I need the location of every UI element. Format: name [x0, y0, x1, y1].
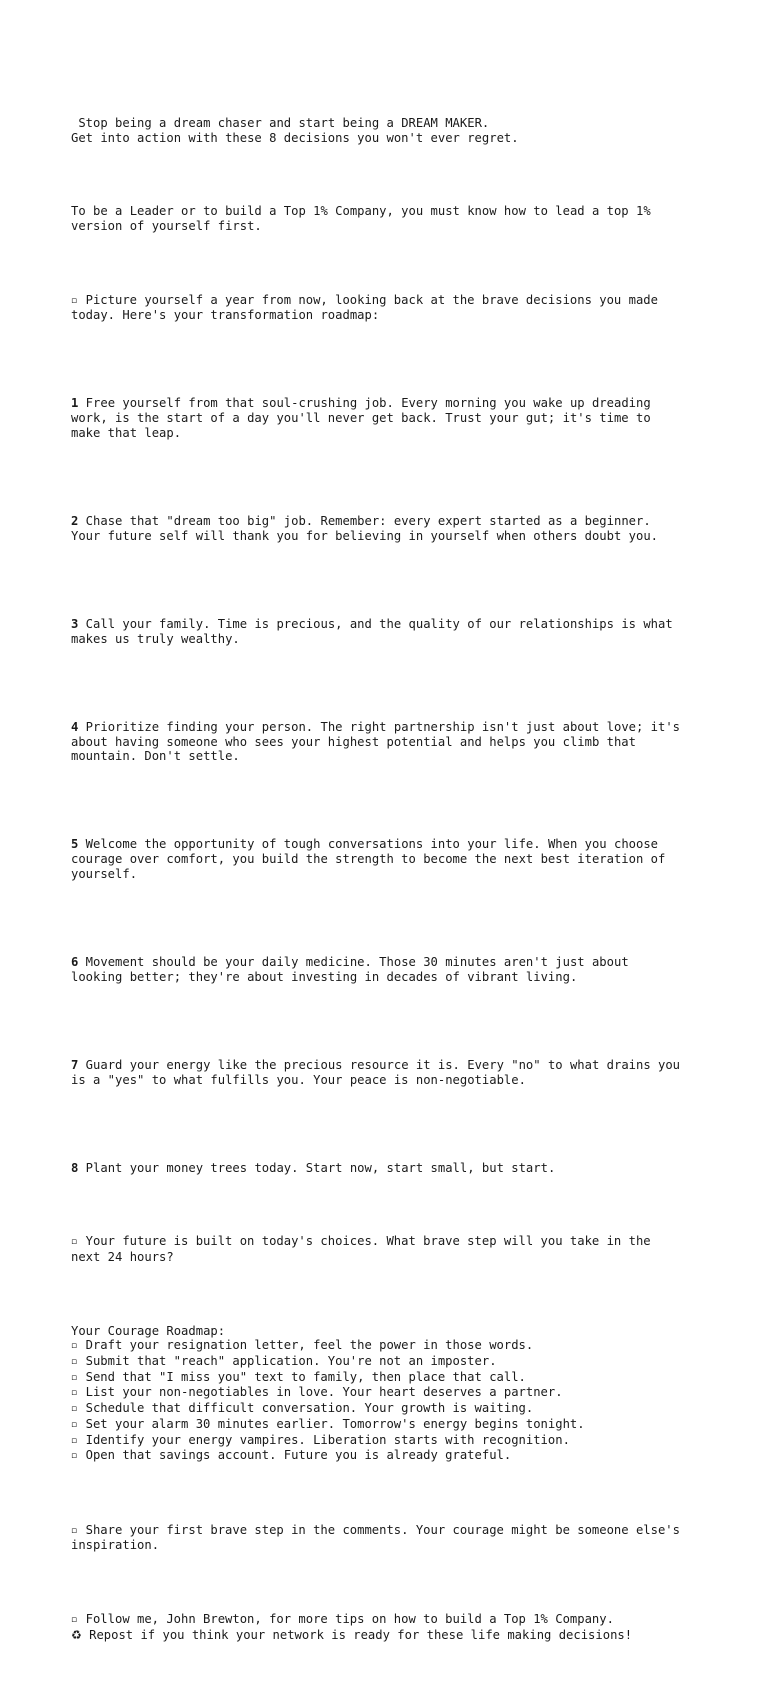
decision-text: courage over comfort, you build the strength to become the next best iteration of — [71, 852, 666, 867]
square-bullet-icon: ▫ — [71, 1614, 78, 1625]
decision-text: Welcome the opportunity of tough conversations into your life. When you choose — [78, 837, 659, 852]
decision-item — [71, 837, 711, 881]
decision-text: Prioritize finding your person. The right partnership isn't just about love; it's — [78, 719, 681, 734]
decision-item — [71, 720, 711, 764]
list-item: ▫ Open that savings account. Future you is already grateful. — [71, 1448, 512, 1463]
leader-paragraph — [71, 204, 711, 233]
follow-line-1: ▫ Follow me, John Brewton, for more tips on how to build a Top 1% Company. — [71, 1611, 614, 1626]
list-item: ▫ Identify your energy vampires. Liberation starts with recognition. — [71, 1432, 570, 1447]
decision-text: is a "yes" to what fulfills you. Your peace is non-negotiable. — [71, 1072, 526, 1087]
square-bullet-icon: ▫ — [71, 295, 78, 306]
follow-paragraph — [71, 1612, 711, 1642]
decision-text: Movement should be your daily medicine. Those 30 minutes aren't just about — [78, 955, 629, 970]
square-bullet-icon: ▫ — [71, 1525, 78, 1536]
courage-roadmap-heading: Your Courage Roadmap: — [71, 1323, 226, 1338]
square-bullet-icon: ▫ — [71, 1341, 78, 1352]
decision-text: Your future self will thank you for believing in yourself when others doubt you. — [71, 528, 658, 543]
document-page — [71, 72, 711, 1686]
list-item: ▫ Schedule that difficult conversation. Your growth is waiting. — [71, 1401, 534, 1416]
list-item: ▫ Send that "I miss you" text to family, then place that call. — [71, 1369, 526, 1384]
decision-text: Free yourself from that soul-crushing job. Every morning you wake up dreading — [78, 396, 651, 411]
intro-line-2: Get into action with these 8 decisions you won't ever regret. — [71, 130, 519, 145]
decision-number: 1 — [71, 396, 79, 411]
roadmap-intro-line-1: ▫ Picture yourself a year from now, looking back at the brave decisions you made — [71, 292, 658, 307]
leader-line-1: To be a Leader or to build a Top 1% Company, you must know how to lead a top 1% — [71, 204, 651, 219]
roadmap-intro-paragraph — [71, 293, 711, 323]
decision-text: Plant your money trees today. Start now, start small, but start. — [78, 1160, 556, 1175]
decision-text: mountain. Don't settle. — [71, 749, 240, 764]
decision-text: yourself. — [71, 866, 138, 881]
list-item: ▫ Draft your resignation letter, feel the power in those words. — [71, 1338, 534, 1353]
decision-number: 8 — [71, 1160, 79, 1175]
decision-number: 6 — [71, 955, 79, 970]
roadmap-intro-line-2: today. Here's your transformation roadmap: — [71, 308, 380, 323]
courage-roadmap-list — [71, 1324, 711, 1464]
decision-text: makes us truly wealthy. — [71, 631, 240, 646]
decision-text: make that leap. — [71, 425, 182, 440]
decision-item — [71, 617, 711, 646]
decision-item — [71, 514, 711, 543]
square-bullet-icon: ▫ — [71, 1435, 78, 1446]
square-bullet-icon: ▫ — [71, 1451, 78, 1462]
intro-line-1: Stop being a dream chaser and start being a DREAM MAKER. — [71, 116, 490, 131]
decision-item — [71, 1161, 711, 1176]
list-item: ▫ Set your alarm 30 minutes earlier. Tomorrow's energy begins tonight. — [71, 1416, 585, 1431]
future-line-2: next 24 hours? — [71, 1250, 174, 1265]
decision-number: 7 — [71, 1057, 79, 1072]
decision-number: 4 — [71, 719, 79, 734]
square-bullet-icon: ▫ — [71, 1388, 78, 1399]
future-paragraph — [71, 1234, 711, 1264]
decision-number: 2 — [71, 514, 79, 529]
share-paragraph — [71, 1523, 711, 1553]
decision-number: 5 — [71, 837, 79, 852]
list-item: ▫ List your non-negotiables in love. Your heart deserves a partner. — [71, 1385, 563, 1400]
square-bullet-icon: ▫ — [71, 1372, 78, 1383]
share-line-2: inspiration. — [71, 1538, 160, 1553]
decision-item — [71, 1058, 711, 1087]
future-line-1: ▫ Your future is built on today's choices. What brave step will you take in the — [71, 1234, 651, 1249]
leader-line-2: version of yourself first. — [71, 219, 262, 234]
square-bullet-icon: ▫ — [71, 1419, 78, 1430]
square-bullet-icon: ▫ — [71, 1237, 78, 1248]
decision-item — [71, 396, 711, 440]
square-bullet-icon: ▫ — [71, 1404, 78, 1415]
follow-line-2: ♻ Repost if you think your network is ready for these life making decisions! — [71, 1627, 633, 1642]
recycle-icon: ♻ — [71, 1627, 82, 1642]
decision-text: work, is the start of a day you'll never get back. Trust your gut; it's time to — [71, 411, 651, 426]
decision-text: looking better; they're about investing in decades of vibrant living. — [71, 969, 578, 984]
decision-text: Call your family. Time is precious, and the quality of our relationships is what — [78, 616, 673, 631]
decision-item — [71, 955, 711, 984]
decision-text: about having someone who sees your highest potential and helps you climb that — [71, 734, 636, 749]
list-item: ▫ Submit that "reach" application. You're not an imposter. — [71, 1353, 497, 1368]
intro-paragraph — [71, 116, 711, 145]
square-bullet-icon: ▫ — [71, 1356, 78, 1367]
decision-text: Chase that "dream too big" job. Remember: every expert started as a beginner. — [78, 514, 651, 529]
decision-text: Guard your energy like the precious resource it is. Every "no" to what drains you — [78, 1057, 681, 1072]
decision-number: 3 — [71, 616, 79, 631]
share-line-1: ▫ Share your first brave step in the comments. Your courage might be someone else's — [71, 1522, 680, 1537]
